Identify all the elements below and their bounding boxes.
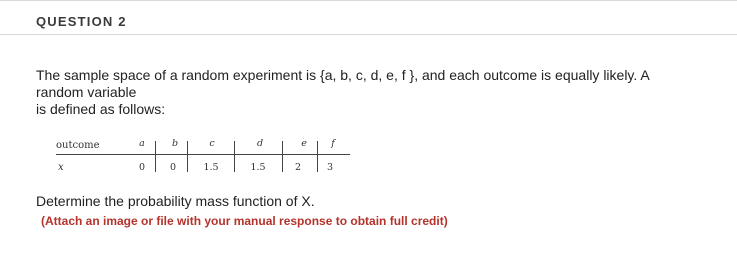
table-divider <box>282 155 283 172</box>
task-text: Determine the probability mass function of X. <box>36 193 315 209</box>
table-divider <box>187 155 188 172</box>
table-divider <box>56 154 350 155</box>
table-divider <box>317 141 318 154</box>
x-value-cell: 0 <box>169 162 177 173</box>
outcome-cell: a <box>139 138 145 149</box>
outcome-cell: d <box>256 138 264 149</box>
table-divider <box>282 141 283 154</box>
x-value-cell: 2 <box>294 162 302 173</box>
table-divider <box>187 141 188 154</box>
outcome-cell: f <box>331 138 335 149</box>
prompt-line: The sample space of a random experiment is {a, b, c, d, e, f }, and each outcome is equally likely. A <box>36 67 650 83</box>
outcome-row-label: outcome <box>56 140 100 151</box>
table-divider <box>234 155 235 172</box>
table-divider <box>155 141 156 154</box>
random-variable-table <box>56 132 356 178</box>
outcome-cell: c <box>209 138 215 149</box>
table-divider <box>234 141 235 154</box>
x-value-cell: 3 <box>326 162 334 173</box>
question-title: QUESTION 2 <box>36 14 127 29</box>
x-row-label: x <box>58 162 64 173</box>
prompt-line: random variable <box>36 84 137 100</box>
x-value-cell: 0 <box>138 162 146 173</box>
outcome-cell: b <box>171 138 179 149</box>
question-header <box>0 0 737 35</box>
prompt-line: is defined as follows: <box>36 101 166 117</box>
x-value-cell: 1.5 <box>203 162 219 173</box>
outcome-cell: e <box>301 138 307 149</box>
table-divider <box>317 155 318 172</box>
attachment-note: (Attach an image or file with your manual response to obtain full credit) <box>41 214 448 228</box>
question-prompt <box>36 67 706 118</box>
table-divider <box>155 155 156 172</box>
x-value-cell: 1.5 <box>250 162 266 173</box>
